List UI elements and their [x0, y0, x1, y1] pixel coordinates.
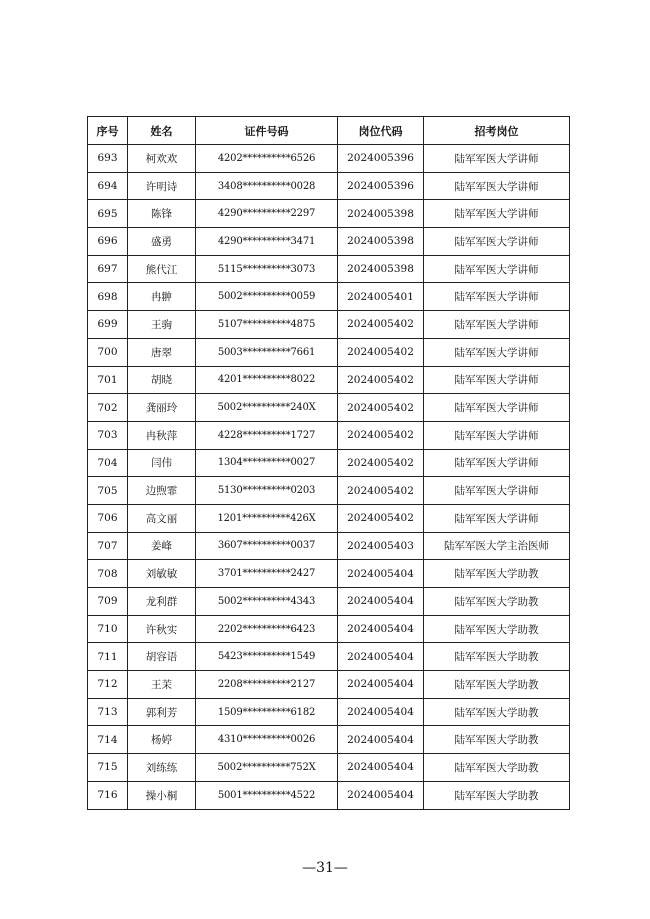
- cell-index: 700: [88, 338, 128, 366]
- cell-position-title: 陆军军医大学讲师: [424, 504, 570, 532]
- cell-name: 王驹: [128, 311, 196, 339]
- table-row: [88, 477, 570, 505]
- cell-position-code: 2024005404: [338, 754, 424, 782]
- cell-index: 708: [88, 560, 128, 588]
- table-row: [88, 560, 570, 588]
- cell-id-number: 5002**********0059: [196, 283, 338, 311]
- cell-position-code: 2024005402: [338, 421, 424, 449]
- header-id-number: 证件号码: [196, 117, 338, 145]
- cell-position-code: 2024005398: [338, 255, 424, 283]
- cell-id-number: 4290**********2297: [196, 200, 338, 228]
- cell-index: 714: [88, 726, 128, 754]
- cell-index: 710: [88, 615, 128, 643]
- cell-id-number: 5003**********7661: [196, 338, 338, 366]
- table-row: [88, 698, 570, 726]
- cell-name: 熊代江: [128, 255, 196, 283]
- table-row: [88, 394, 570, 422]
- table-body: [88, 145, 570, 810]
- cell-id-number: 4290**********3471: [196, 228, 338, 256]
- table-row: [88, 200, 570, 228]
- cell-name: 龙利群: [128, 588, 196, 616]
- cell-id-number: 5130**********0203: [196, 477, 338, 505]
- cell-position-title: 陆军军医大学讲师: [424, 255, 570, 283]
- cell-position-code: 2024005404: [338, 781, 424, 809]
- cell-name: 胡晓: [128, 366, 196, 394]
- cell-position-title: 陆军军医大学讲师: [424, 421, 570, 449]
- header-name: 姓名: [128, 117, 196, 145]
- cell-id-number: 2202**********6423: [196, 615, 338, 643]
- cell-position-title: 陆军军医大学讲师: [424, 394, 570, 422]
- cell-position-code: 2024005396: [338, 172, 424, 200]
- cell-position-code: 2024005401: [338, 283, 424, 311]
- cell-name: 闫伟: [128, 449, 196, 477]
- cell-index: 713: [88, 698, 128, 726]
- cell-id-number: 5115**********3073: [196, 255, 338, 283]
- cell-name: 边煦霏: [128, 477, 196, 505]
- table-row: [88, 754, 570, 782]
- cell-name: 杨婷: [128, 726, 196, 754]
- cell-position-title: 陆军军医大学主治医师: [424, 532, 570, 560]
- table-row: [88, 781, 570, 809]
- cell-position-code: 2024005402: [338, 366, 424, 394]
- cell-id-number: 1201**********426X: [196, 504, 338, 532]
- cell-index: 716: [88, 781, 128, 809]
- table-row: [88, 532, 570, 560]
- cell-id-number: 2208**********2127: [196, 671, 338, 699]
- cell-position-title: 陆军军医大学讲师: [424, 311, 570, 339]
- cell-position-code: 2024005402: [338, 477, 424, 505]
- table-row: [88, 311, 570, 339]
- table-row: [88, 145, 570, 173]
- cell-name: 龚丽玲: [128, 394, 196, 422]
- cell-index: 707: [88, 532, 128, 560]
- cell-position-title: 陆军军医大学讲师: [424, 228, 570, 256]
- cell-position-code: 2024005402: [338, 338, 424, 366]
- cell-index: 699: [88, 311, 128, 339]
- cell-id-number: 5001**********4522: [196, 781, 338, 809]
- cell-id-number: 4202**********6526: [196, 145, 338, 173]
- cell-id-number: 5002**********4343: [196, 588, 338, 616]
- cell-position-code: 2024005404: [338, 643, 424, 671]
- cell-name: 许秋实: [128, 615, 196, 643]
- cell-index: 712: [88, 671, 128, 699]
- cell-id-number: 5002**********240X: [196, 394, 338, 422]
- cell-id-number: 1304**********0027: [196, 449, 338, 477]
- cell-name: 冉翀: [128, 283, 196, 311]
- cell-name: 刘敏敏: [128, 560, 196, 588]
- cell-name: 唐翠: [128, 338, 196, 366]
- cell-index: 706: [88, 504, 128, 532]
- cell-position-code: 2024005402: [338, 504, 424, 532]
- cell-position-code: 2024005402: [338, 449, 424, 477]
- cell-position-title: 陆军军医大学助教: [424, 726, 570, 754]
- cell-position-code: 2024005404: [338, 615, 424, 643]
- table-header-row: [88, 117, 570, 145]
- cell-name: 胡容语: [128, 643, 196, 671]
- table-row: [88, 588, 570, 616]
- cell-position-title: 陆军军医大学讲师: [424, 283, 570, 311]
- cell-position-title: 陆军军医大学讲师: [424, 449, 570, 477]
- cell-position-title: 陆军军医大学讲师: [424, 200, 570, 228]
- cell-position-code: 2024005404: [338, 560, 424, 588]
- table-row: [88, 338, 570, 366]
- roster-table: [87, 116, 570, 810]
- header-index: 序号: [88, 117, 128, 145]
- cell-index: 701: [88, 366, 128, 394]
- cell-position-code: 2024005402: [338, 311, 424, 339]
- cell-index: 696: [88, 228, 128, 256]
- cell-position-title: 陆军军医大学助教: [424, 615, 570, 643]
- cell-position-code: 2024005402: [338, 394, 424, 422]
- header-position-code: 岗位代码: [338, 117, 424, 145]
- cell-name: 柯欢欢: [128, 145, 196, 173]
- cell-id-number: 5002**********752X: [196, 754, 338, 782]
- table-row: [88, 172, 570, 200]
- table-row: [88, 366, 570, 394]
- table-row: [88, 615, 570, 643]
- cell-name: 刘练练: [128, 754, 196, 782]
- cell-name: 操小桐: [128, 781, 196, 809]
- cell-index: 709: [88, 588, 128, 616]
- cell-id-number: 1509**********6182: [196, 698, 338, 726]
- cell-position-code: 2024005404: [338, 726, 424, 754]
- cell-id-number: 5423**********1549: [196, 643, 338, 671]
- cell-position-code: 2024005398: [338, 200, 424, 228]
- cell-id-number: 3701**********2427: [196, 560, 338, 588]
- cell-name: 高文丽: [128, 504, 196, 532]
- cell-position-title: 陆军军医大学助教: [424, 698, 570, 726]
- cell-index: 695: [88, 200, 128, 228]
- page-number: —31—: [302, 860, 348, 876]
- cell-name: 姜峰: [128, 532, 196, 560]
- cell-index: 715: [88, 754, 128, 782]
- cell-position-code: 2024005403: [338, 532, 424, 560]
- cell-position-title: 陆军军医大学助教: [424, 754, 570, 782]
- table-row: [88, 283, 570, 311]
- table-row: [88, 421, 570, 449]
- cell-name: 陈锋: [128, 200, 196, 228]
- table-row: [88, 671, 570, 699]
- cell-position-code: 2024005398: [338, 228, 424, 256]
- table-row: [88, 643, 570, 671]
- cell-position-title: 陆军军医大学讲师: [424, 145, 570, 173]
- cell-index: 703: [88, 421, 128, 449]
- table-row: [88, 255, 570, 283]
- cell-id-number: 4228**********1727: [196, 421, 338, 449]
- cell-id-number: 4310**********0026: [196, 726, 338, 754]
- cell-position-code: 2024005404: [338, 671, 424, 699]
- table-row: [88, 504, 570, 532]
- cell-position-title: 陆军军医大学助教: [424, 560, 570, 588]
- cell-position-title: 陆军军医大学讲师: [424, 338, 570, 366]
- cell-name: 许明诗: [128, 172, 196, 200]
- table-row: [88, 726, 570, 754]
- cell-position-title: 陆军军医大学助教: [424, 781, 570, 809]
- cell-position-code: 2024005404: [338, 698, 424, 726]
- cell-index: 694: [88, 172, 128, 200]
- cell-name: 王茉: [128, 671, 196, 699]
- cell-index: 711: [88, 643, 128, 671]
- cell-id-number: 3607**********0037: [196, 532, 338, 560]
- cell-name: 冉秋萍: [128, 421, 196, 449]
- cell-position-code: 2024005404: [338, 588, 424, 616]
- cell-index: 705: [88, 477, 128, 505]
- cell-id-number: 5107**********4875: [196, 311, 338, 339]
- cell-position-code: 2024005396: [338, 145, 424, 173]
- table-row: [88, 228, 570, 256]
- cell-position-title: 陆军军医大学助教: [424, 643, 570, 671]
- cell-name: 盛勇: [128, 228, 196, 256]
- cell-id-number: 3408**********0028: [196, 172, 338, 200]
- cell-position-title: 陆军军医大学讲师: [424, 477, 570, 505]
- cell-position-title: 陆军军医大学助教: [424, 671, 570, 699]
- cell-id-number: 4201**********8022: [196, 366, 338, 394]
- cell-index: 704: [88, 449, 128, 477]
- cell-name: 郭利芳: [128, 698, 196, 726]
- cell-index: 698: [88, 283, 128, 311]
- cell-index: 697: [88, 255, 128, 283]
- cell-index: 693: [88, 145, 128, 173]
- cell-position-title: 陆军军医大学助教: [424, 588, 570, 616]
- cell-index: 702: [88, 394, 128, 422]
- header-position-title: 招考岗位: [424, 117, 570, 145]
- cell-position-title: 陆军军医大学讲师: [424, 366, 570, 394]
- cell-position-title: 陆军军医大学讲师: [424, 172, 570, 200]
- table-row: [88, 449, 570, 477]
